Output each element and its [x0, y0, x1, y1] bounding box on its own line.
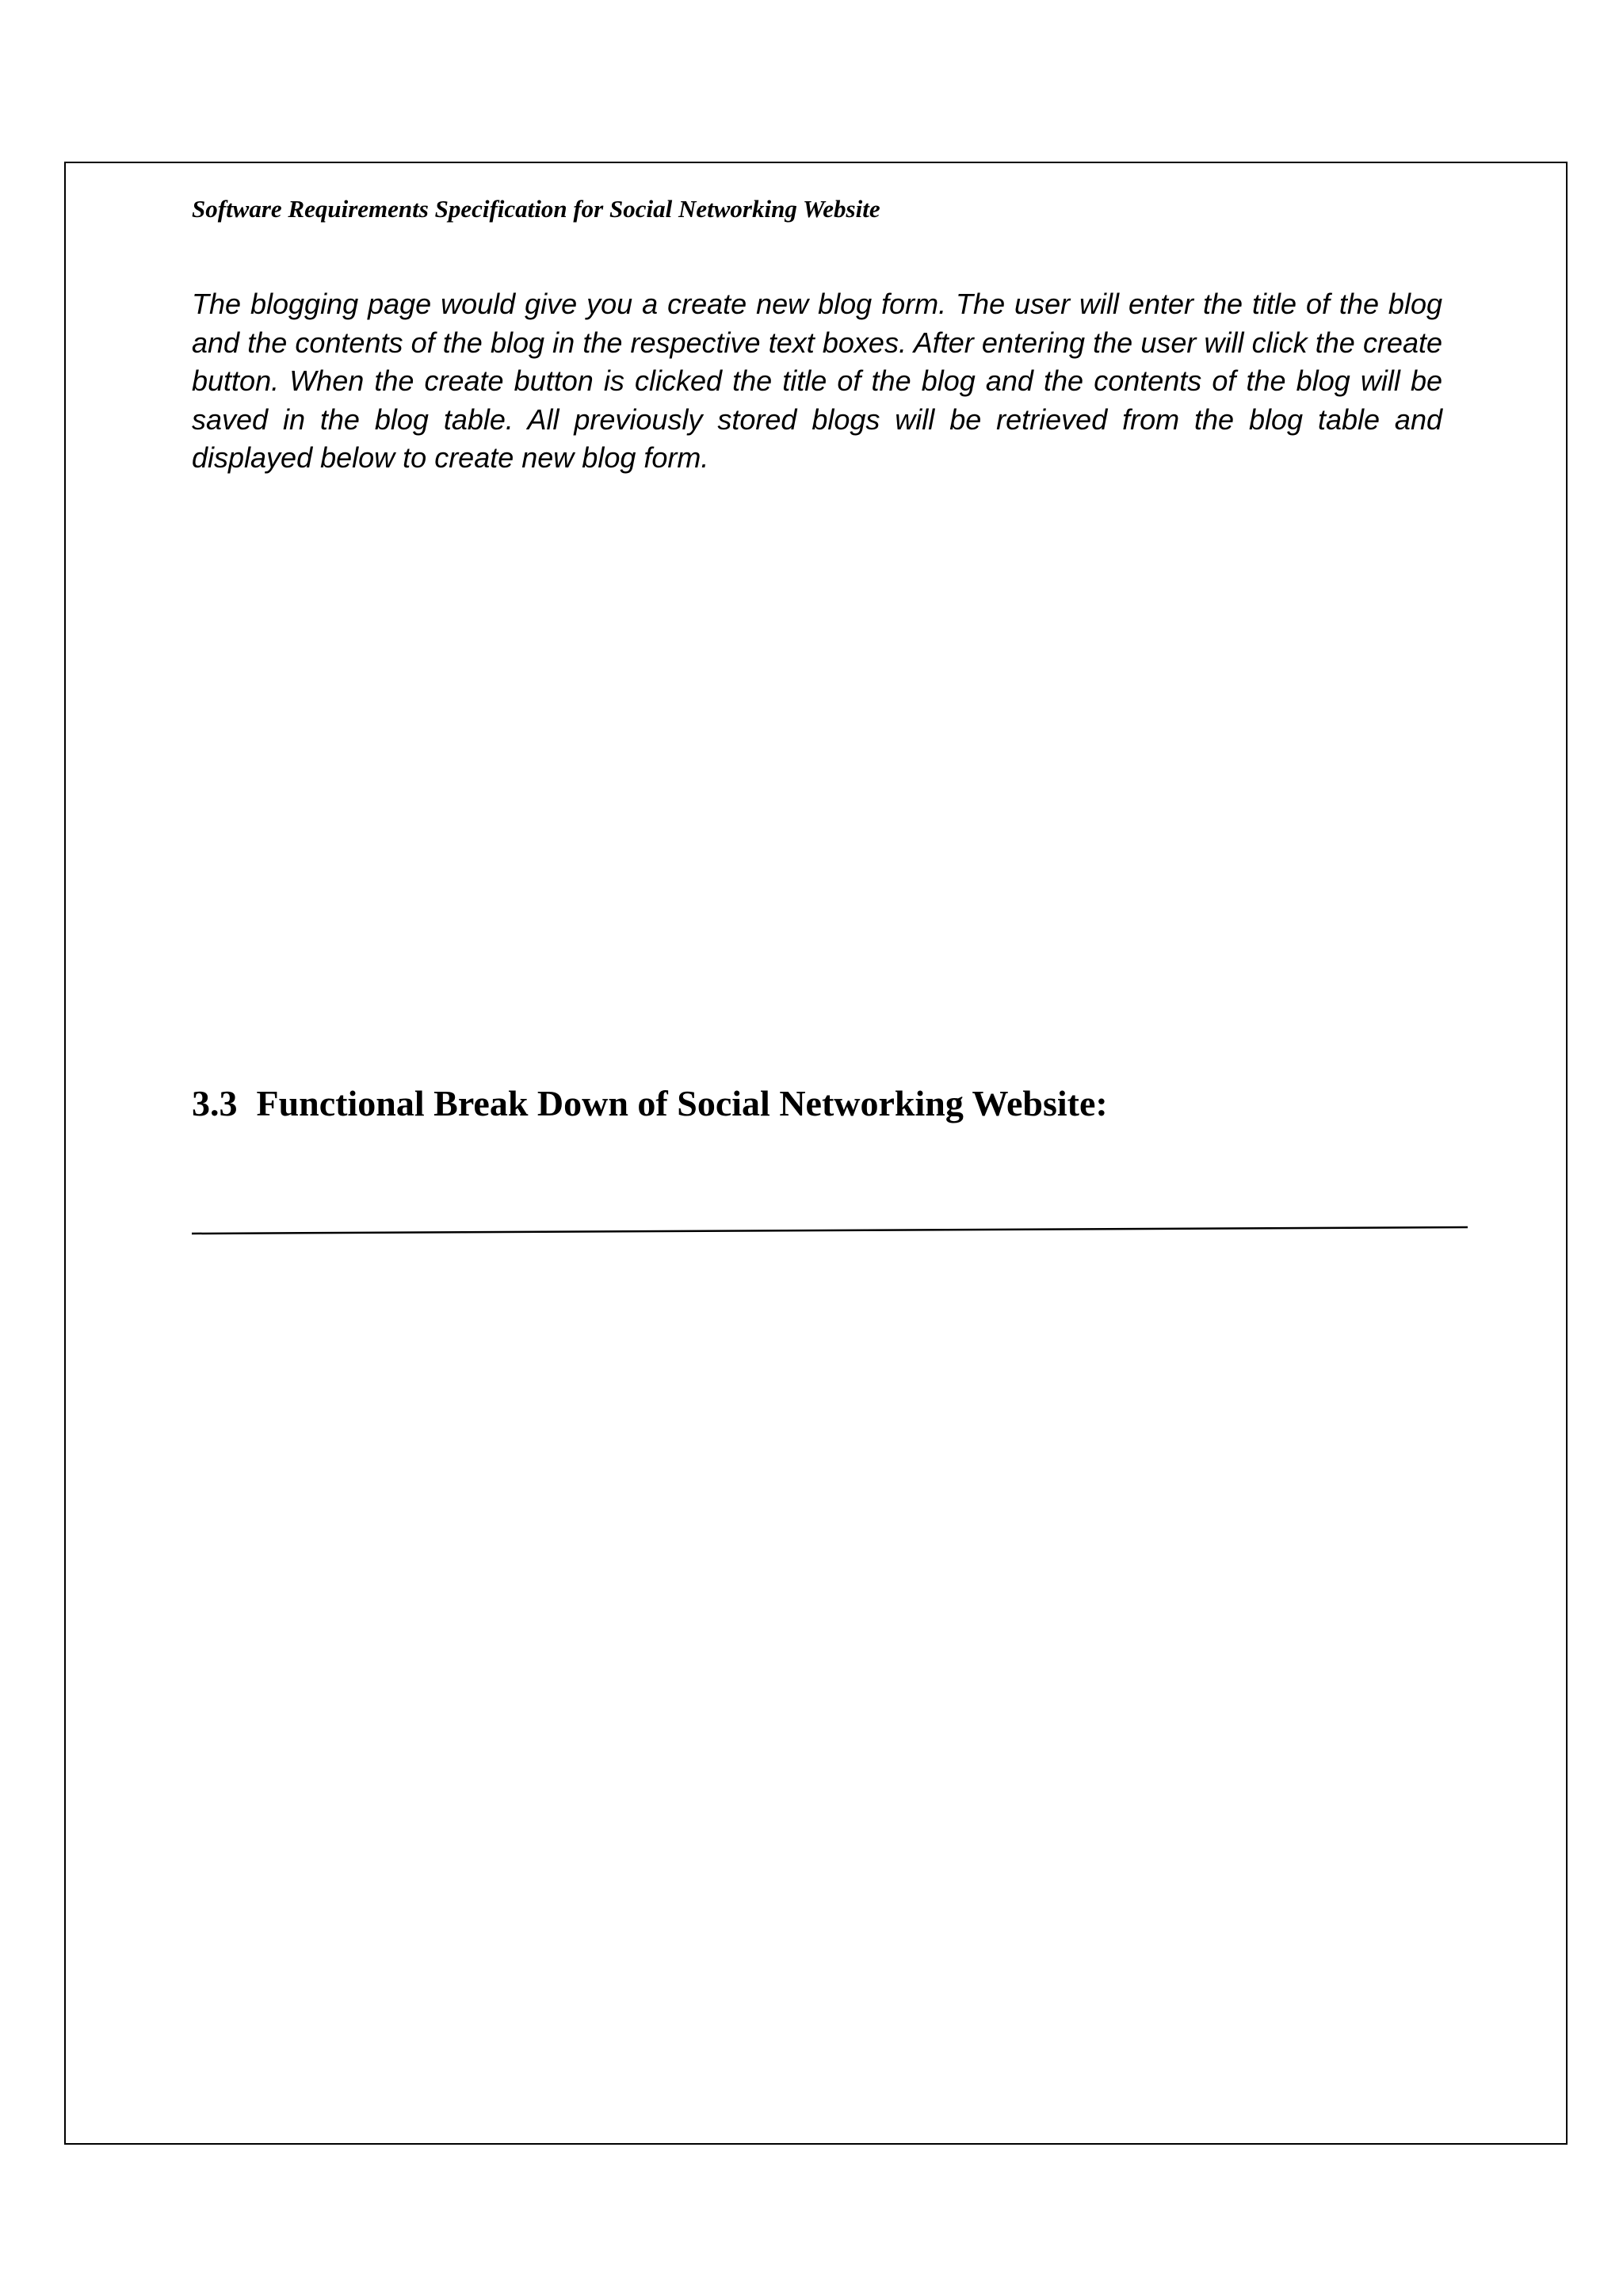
- section-title: Functional Break Down of Social Networking Website:: [256, 1083, 1108, 1123]
- body-paragraph: The blogging page would give you a create new blog form. The user will enter the title of the blog and the contents of the blog in the respective text boxes. After entering the user will click the create button. When the create button is clicked the title of the blog and the contents of the blog will be saved in the blog table. All previously stored blogs will be retrieved from the blog table and displayed below to create new blog form.: [192, 288, 1442, 474]
- section-number: 3.3: [192, 1083, 238, 1123]
- running-header: Software Requirements Specification for Social Networking Website: [192, 195, 880, 223]
- section-heading: [192, 1082, 1108, 1124]
